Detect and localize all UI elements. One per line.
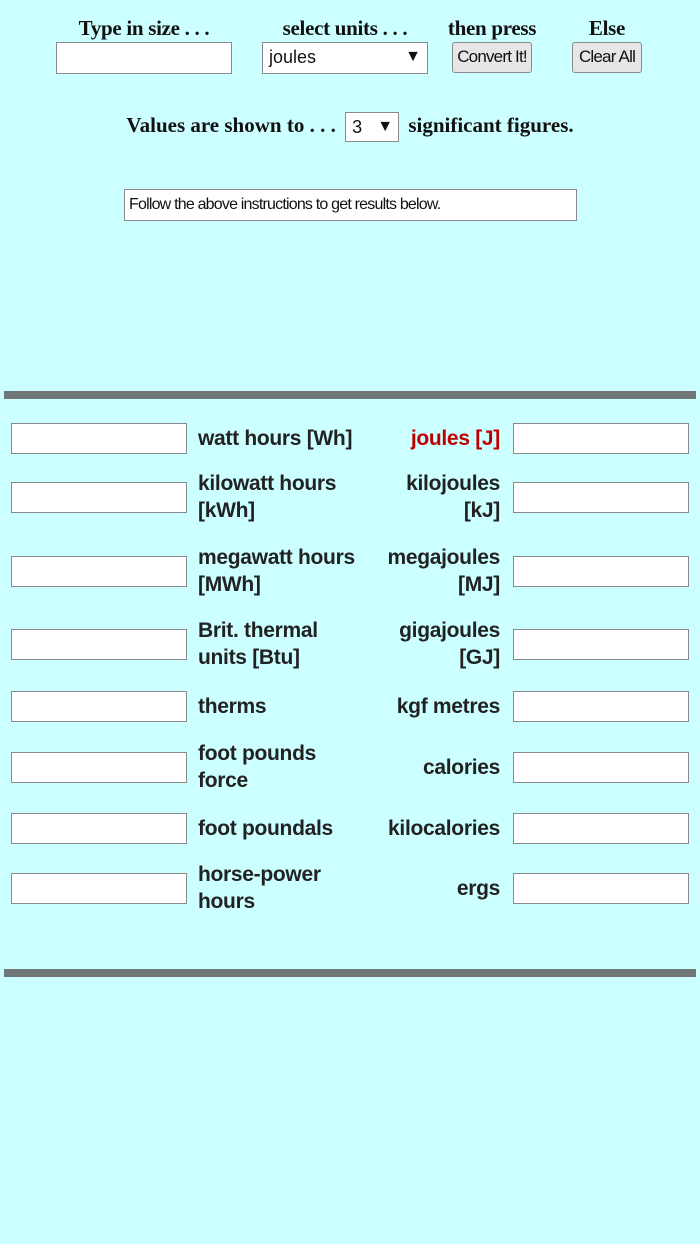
right-unit-label-line: gigajoules	[399, 619, 500, 642]
size-label: Type in size . . .	[78, 16, 210, 40]
sigfig-line	[0, 112, 700, 142]
left-unit-label-line: hours	[198, 890, 255, 913]
left-result-field[interactable]	[11, 629, 187, 660]
left-unit-label-line: therms	[198, 694, 267, 718]
right-unit-label-line: megajoules	[387, 546, 500, 569]
left-unit-label-line: [MWh]	[198, 573, 261, 596]
right-unit-label-line: calories	[423, 755, 500, 779]
right-unit-label	[340, 693, 500, 720]
left-result-field[interactable]	[11, 873, 187, 904]
right-unit-label-line: [MJ]	[458, 573, 500, 596]
left-result-field[interactable]	[11, 813, 187, 844]
right-unit-label	[340, 544, 500, 598]
left-unit-label-line: foot poundals	[198, 816, 333, 840]
right-result-field[interactable]	[513, 752, 689, 783]
size-input[interactable]	[56, 42, 232, 74]
left-result-field[interactable]	[11, 752, 187, 783]
right-result-field[interactable]	[513, 482, 689, 513]
press-label: then press	[447, 16, 537, 40]
dropdown-arrow-icon: ▼	[405, 48, 421, 65]
top-divider	[4, 391, 696, 399]
right-result-field[interactable]	[513, 873, 689, 904]
right-result-field[interactable]	[513, 691, 689, 722]
right-unit-label-line: [GJ]	[459, 646, 500, 669]
clear-all-button[interactable]: Clear All	[572, 42, 642, 73]
right-unit-label	[340, 470, 500, 524]
right-result-field[interactable]	[513, 629, 689, 660]
bottom-divider	[4, 969, 696, 977]
right-unit-label	[340, 815, 500, 842]
dropdown-arrow-icon: ▼	[377, 118, 394, 135]
units-select-value: joules	[269, 47, 317, 67]
right-unit-label	[340, 425, 500, 452]
sigfig-select[interactable]	[345, 112, 399, 142]
left-unit-label-line: watt hours [Wh]	[198, 426, 353, 450]
left-unit-label-line: horse-power	[198, 863, 321, 886]
left-unit-label-line: foot pounds	[198, 742, 316, 765]
units-label: select units . . .	[282, 16, 408, 40]
right-unit-label	[340, 875, 500, 902]
right-result-field[interactable]	[513, 813, 689, 844]
right-unit-label-line: joules [J]	[410, 426, 500, 450]
units-select[interactable]	[262, 42, 428, 74]
right-unit-label-line: [kJ]	[463, 499, 500, 522]
left-unit-label-line: megawatt hours	[198, 546, 355, 569]
left-result-field[interactable]	[11, 691, 187, 722]
right-unit-label-line: kgf metres	[396, 694, 500, 718]
left-unit-label-line: units [Btu]	[198, 646, 300, 669]
left-result-field[interactable]	[11, 556, 187, 587]
else-label: Else	[588, 16, 626, 40]
left-unit-label-line: force	[198, 769, 248, 792]
left-result-field[interactable]	[11, 482, 187, 513]
right-result-field[interactable]	[513, 423, 689, 454]
left-unit-label-line: [kWh]	[198, 499, 255, 522]
sigfig-select-value: 3	[352, 117, 363, 137]
left-unit-label-line: kilowatt hours	[198, 472, 337, 495]
right-unit-label	[340, 754, 500, 781]
sigfig-suffix: significant figures.	[408, 112, 574, 137]
right-unit-label-line: ergs	[456, 876, 500, 900]
right-unit-label	[340, 617, 500, 671]
right-unit-label-line: kilocalories	[388, 816, 500, 840]
left-unit-label-line: Brit. thermal	[198, 619, 318, 642]
convert-button[interactable]: Convert It!	[452, 42, 532, 73]
sigfig-prefix: Values are shown to . . .	[126, 112, 336, 137]
right-result-field[interactable]	[513, 556, 689, 587]
right-unit-label-line: kilojoules	[406, 472, 500, 495]
status-message: Follow the above instructions to get results below.	[124, 189, 577, 221]
left-result-field[interactable]	[11, 423, 187, 454]
